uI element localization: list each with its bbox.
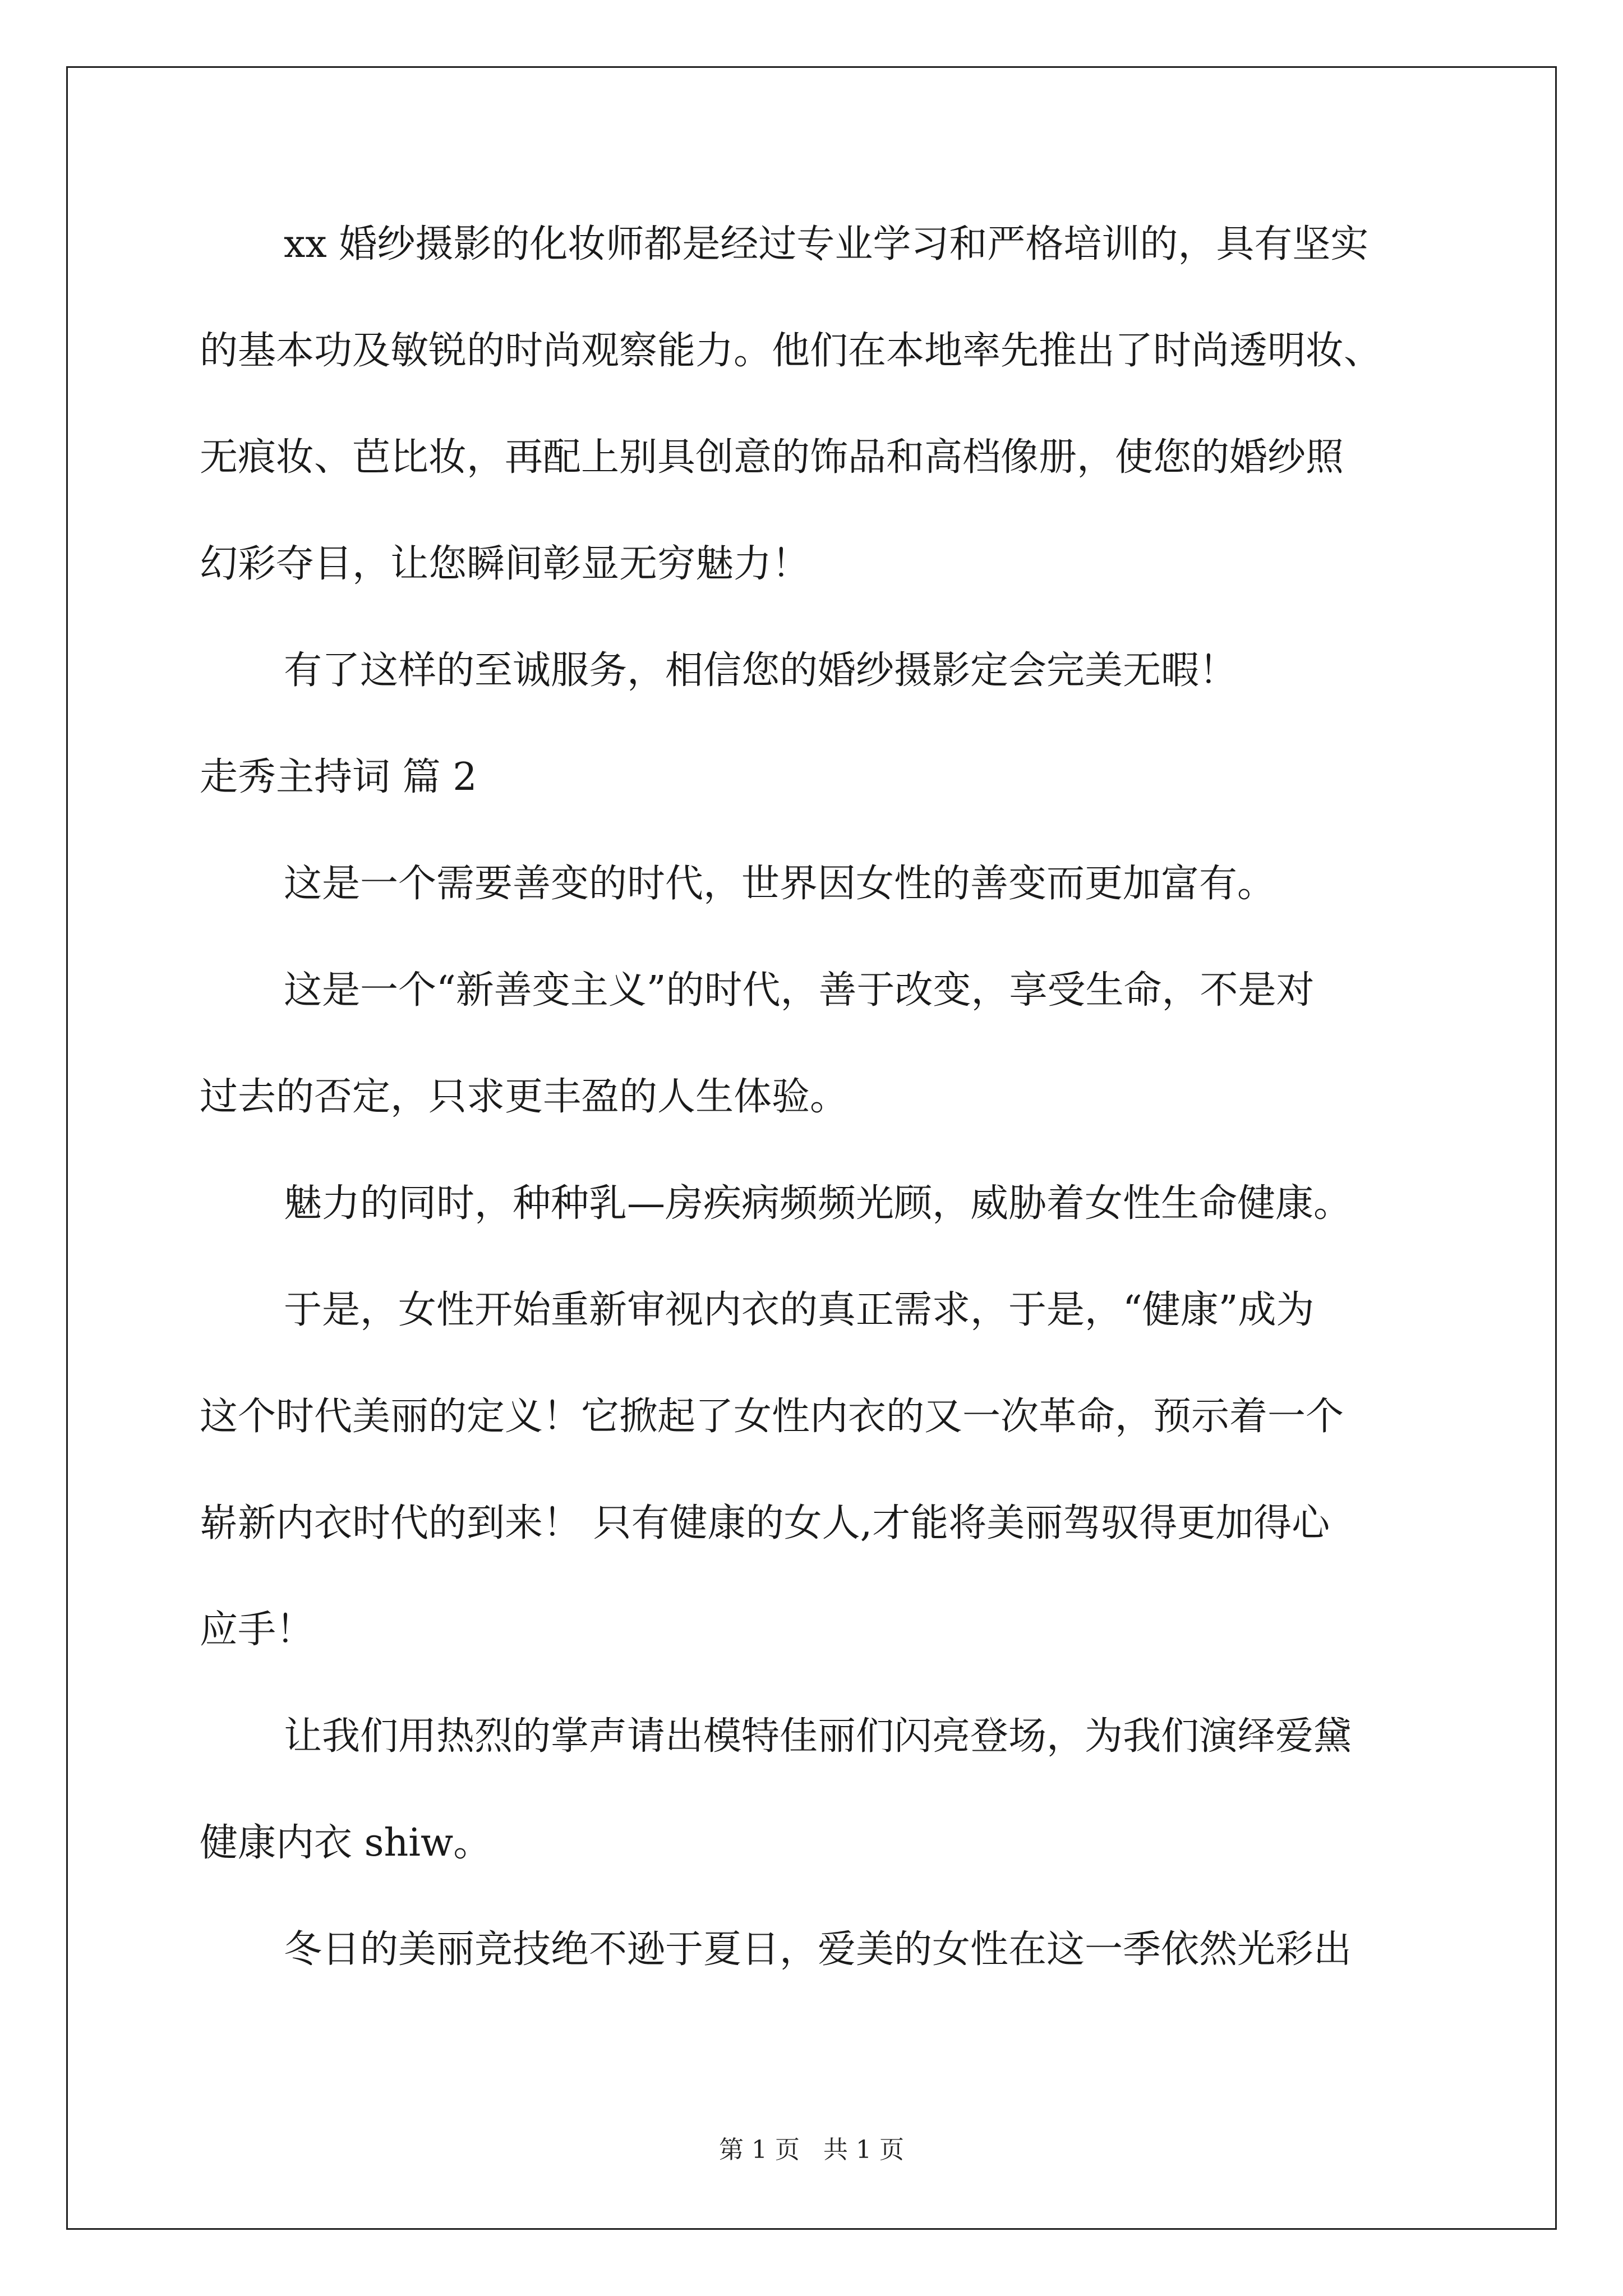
section-heading: 走秀主持词 篇 2 xyxy=(200,755,477,799)
paragraph-line: 于是，女性开始重新审视内衣的真正需求，于是，“健康”成为 xyxy=(284,1288,1315,1332)
paragraph-line: 无痕妆、芭比妆，再配上别具创意的饰品和高档像册，使您的婚纱照 xyxy=(200,435,1344,480)
paragraph-line: xx 婚纱摄影的化妆师都是经过专业学习和严格培训的，具有坚实 xyxy=(284,222,1369,266)
paragraph-line: 有了这样的至诚服务，相信您的婚纱摄影定会完美无暇！ xyxy=(284,648,1238,693)
paragraph-line: 魅力的同时，种种乳—房疾病频频光顾，威胁着女性生命健康。 xyxy=(284,1181,1352,1226)
paragraph-line: 冬日的美丽竞技绝不逊于夏日，爱美的女性在这一季依然光彩出 xyxy=(284,1927,1352,1972)
paragraph-line: 过去的否定，只求更丰盈的人生体验。 xyxy=(200,1075,849,1119)
page-footer: 第 1 页 共 1 页 xyxy=(719,2136,904,2164)
paragraph-line: 应手！ xyxy=(200,1608,315,1652)
paragraph-line: 的基本功及敏锐的时尚观察能力。他们在本地率先推出了时尚透明妆、 xyxy=(200,329,1382,373)
page-border xyxy=(66,66,1557,2230)
paragraph-line: 这是一个“新善变主义”的时代，善于改变，享受生命，不是对 xyxy=(284,968,1315,1013)
paragraph-line: 健康内衣 shiw。 xyxy=(200,1821,492,1865)
paragraph-line: 这个时代美丽的定义！它掀起了女性内衣的又一次革命，预示着一个 xyxy=(200,1395,1344,1439)
paragraph-line: 这是一个需要善变的时代，世界因女性的善变而更加富有。 xyxy=(284,862,1276,906)
paragraph-line: 崭新内衣时代的到来！ 只有健康的女人,才能将美丽驾驭得更加得心 xyxy=(200,1501,1330,1545)
paragraph-line: 让我们用热烈的掌声请出模特佳丽们闪亮登场，为我们演绎爱黛 xyxy=(284,1714,1352,1759)
paragraph-line: 幻彩夺目，让您瞬间彰显无穷魅力！ xyxy=(200,542,810,586)
